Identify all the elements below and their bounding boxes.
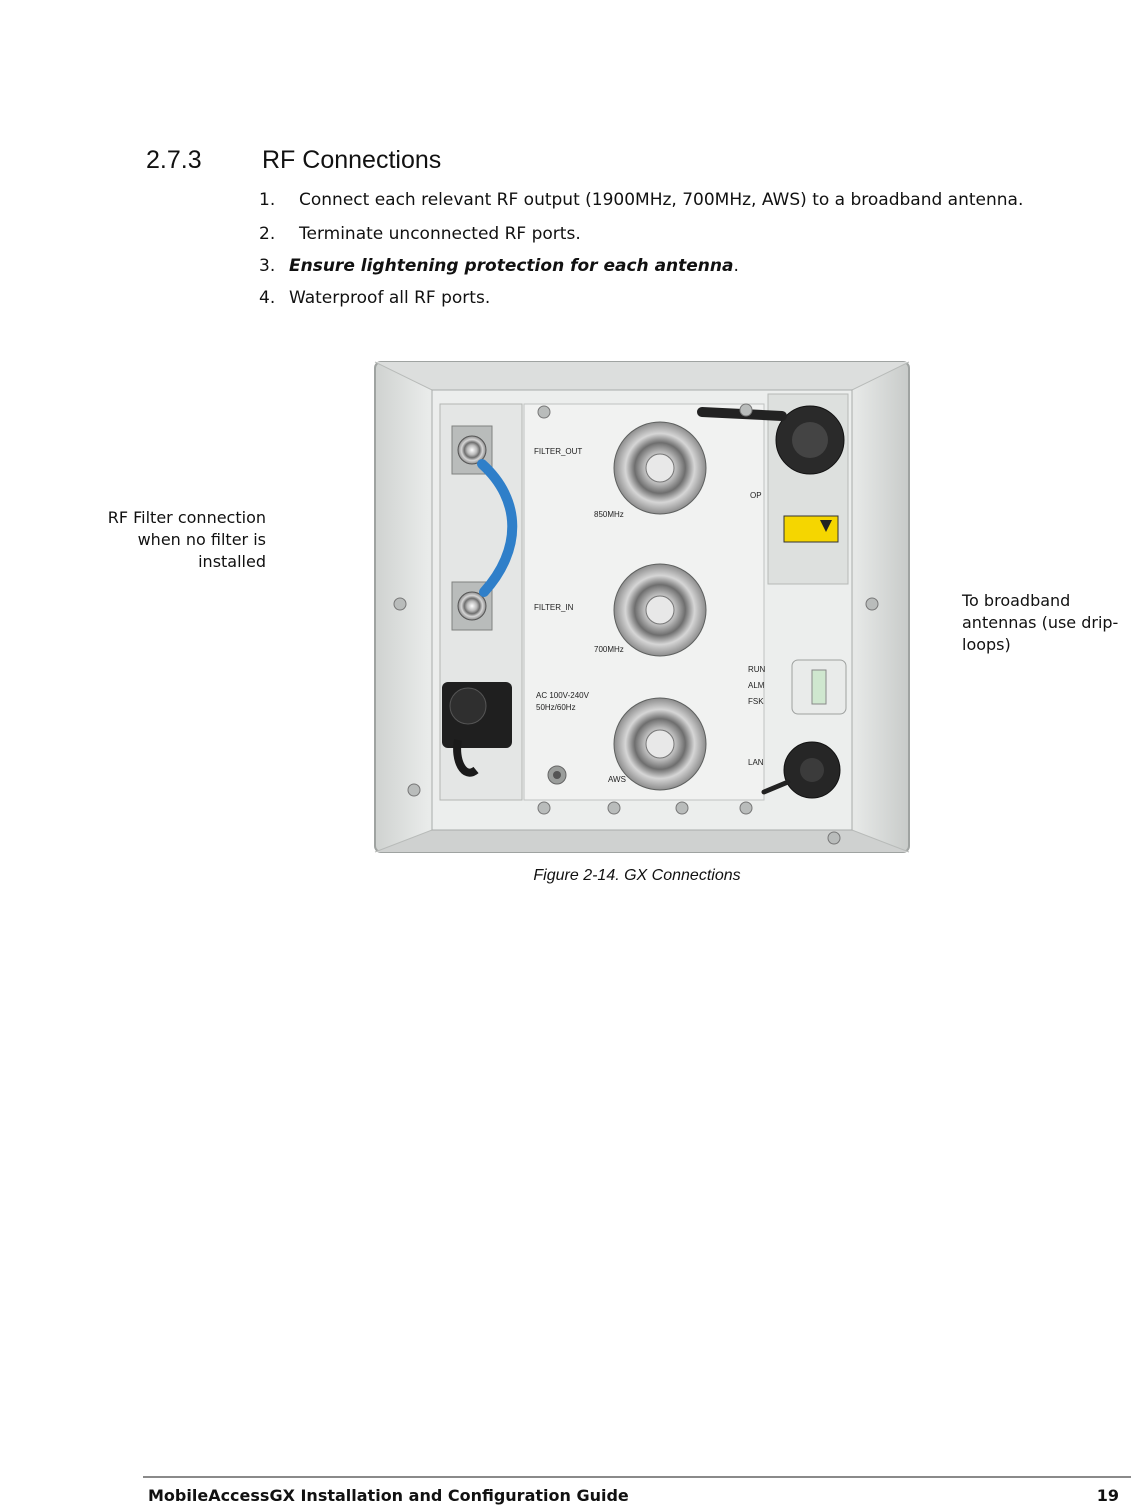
footer-title: MobileAccessGX Installation and Configuration Guide <box>148 1486 629 1505</box>
device-photo <box>372 360 912 856</box>
callout-line: antennas (use drip- <box>962 613 1119 632</box>
label-aws: AWS <box>608 775 626 784</box>
label-filter-in: FILTER_IN <box>534 603 574 612</box>
callout-line: loops) <box>962 635 1011 654</box>
step-number: 1. <box>259 190 276 210</box>
label-ac-frequency: 50Hz/60Hz <box>536 703 576 712</box>
label-lan: LAN <box>748 758 764 767</box>
label-ac-voltage: AC 100V-240V <box>536 691 589 700</box>
step-4 <box>259 288 490 308</box>
step-text: Waterproof all RF ports. <box>289 288 491 308</box>
figure-caption: Figure 2-14. GX Connections <box>533 867 741 884</box>
page-number: 19 <box>1096 1486 1119 1505</box>
callout-line: installed <box>198 552 266 571</box>
callout-broadband <box>962 590 1127 656</box>
step-text: Terminate unconnected RF ports. <box>299 224 581 244</box>
label-run: RUN <box>748 665 766 674</box>
callout-line: To broadband <box>962 591 1071 610</box>
section-title: RF Connections <box>262 146 442 174</box>
label-alm: ALM <box>748 681 765 690</box>
step-3 <box>259 256 739 276</box>
callout-line: when no filter is <box>137 530 266 549</box>
label-op: OP <box>750 491 762 500</box>
section-number: 2.7.3 <box>146 146 202 174</box>
label-850mhz: 850MHz <box>594 510 624 519</box>
step-suffix: . <box>733 256 739 276</box>
label-filter-out: FILTER_OUT <box>534 447 583 456</box>
step-number: 3. <box>259 256 276 276</box>
label-fsk: FSK <box>748 697 764 706</box>
step-text: Ensure lightening protection for each antenna <box>289 256 734 276</box>
step-number: 4. <box>259 288 276 308</box>
step-text: Connect each relevant RF output (1900MHz, 700MHz, AWS) to a broadband antenna. <box>299 190 1024 210</box>
step-1 <box>259 190 1023 210</box>
callout-rf-filter <box>66 507 266 573</box>
label-700mhz: 700MHz <box>594 645 624 654</box>
footer-divider <box>143 1476 1131 1478</box>
step-number: 2. <box>259 224 276 244</box>
callout-line: RF Filter connection <box>107 508 266 527</box>
step-2 <box>259 224 581 244</box>
